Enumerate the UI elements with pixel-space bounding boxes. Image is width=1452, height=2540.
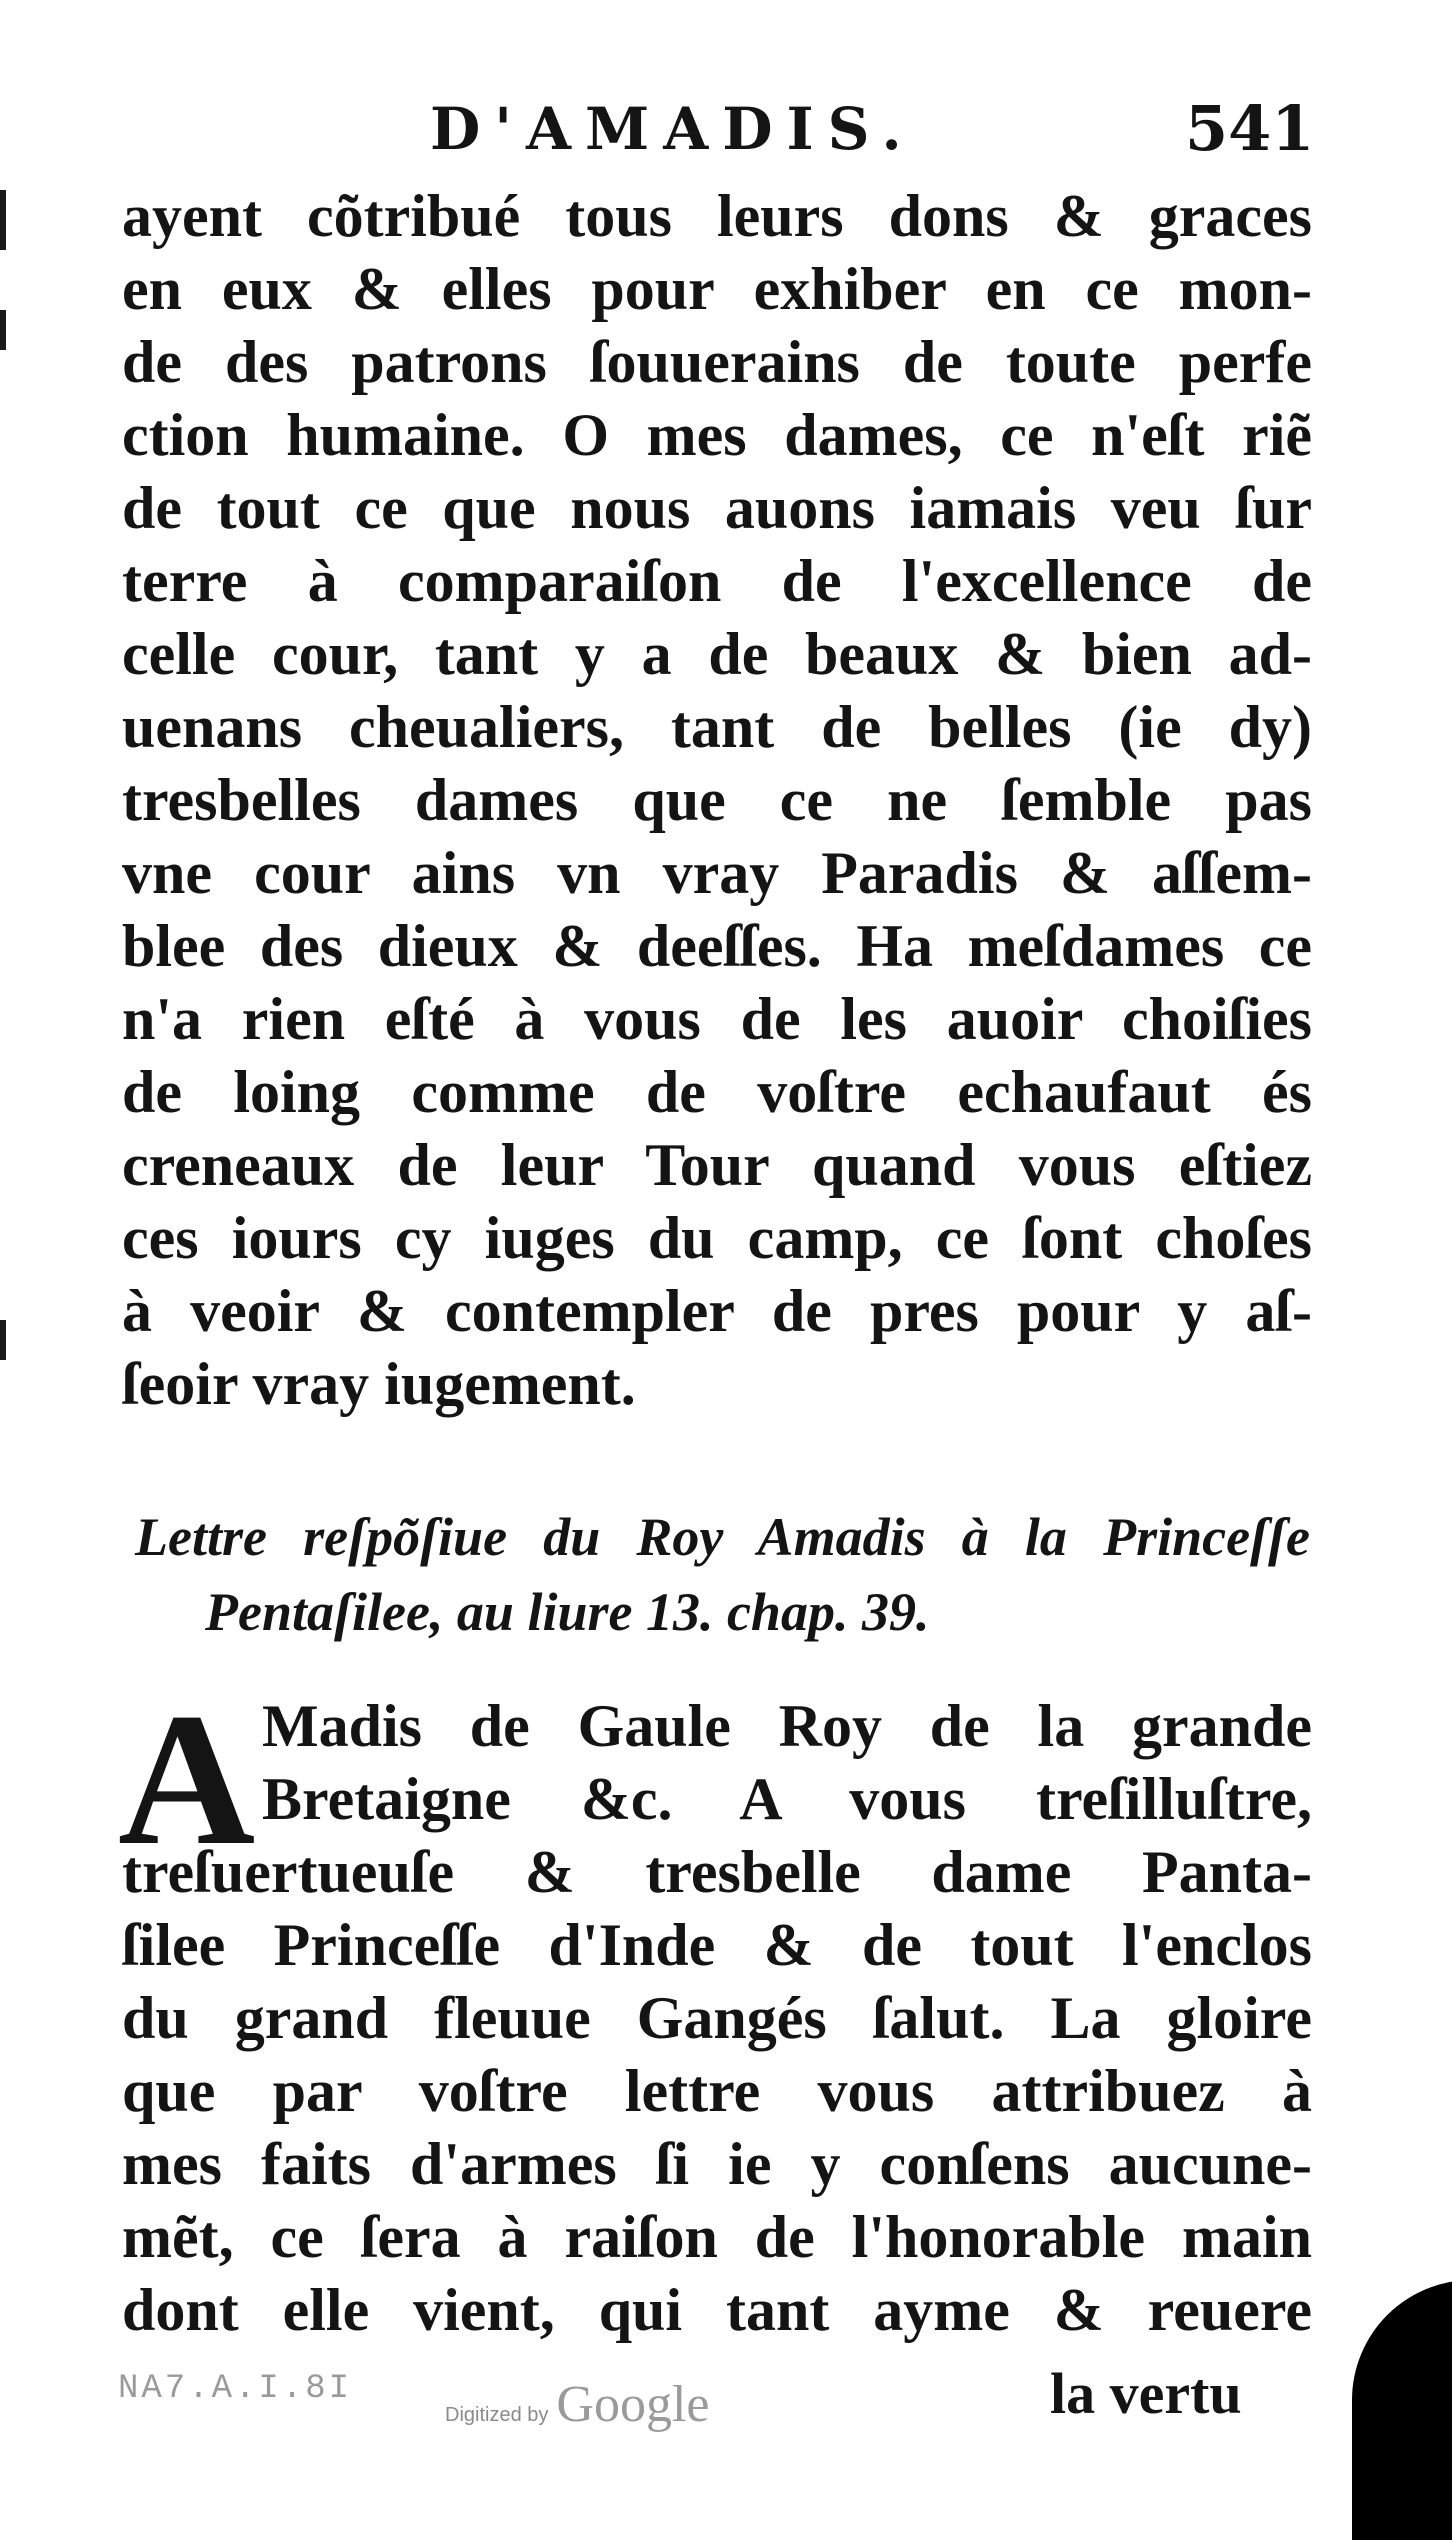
letter-line: treſuertueuſe & tresbelle dame Panta- [122, 1839, 1312, 1905]
body-line: celle cour, tant y a de beaux & bien ad- [122, 621, 1312, 687]
body-line: tresbelles dames que ce ne ſemble pas [122, 767, 1312, 833]
body-line: uenans cheualiers, tant de belles (ie dy) [122, 694, 1312, 760]
letter-line: mẽt, ce ſera à raiſon de l'honorable main [122, 2204, 1312, 2270]
letter-line: Bretaigne &c. A vous treſilluſtre, [262, 1766, 1312, 1832]
letter-heading-line-1: Lettre reſpõſiue du Roy Amadis à la Princeſſe [135, 1507, 1310, 1567]
running-title: D'AMADIS. [430, 95, 916, 163]
body-line: de des patrons ſouuerains de toute perfe [122, 329, 1312, 395]
digitized-by-watermark [445, 2375, 709, 2434]
google-logo: Google [556, 2376, 710, 2433]
body-line: ces iours cy iuges du camp, ce ſont choſes [122, 1205, 1312, 1271]
scan-artifact [0, 190, 6, 250]
body-line: n'a rien eſté à vous de les auoir choiſies [122, 986, 1312, 1052]
library-stamp: NA7.A.I.8I [118, 2370, 353, 2408]
letter-line: ſilee Princeſſe d'Inde & de tout l'enclos [122, 1912, 1312, 1978]
body-line: ayent cõtribué tous leurs dons & graces [122, 183, 1312, 249]
body-line: ſeoir vray iugement. [122, 1351, 636, 1417]
letter-line: Madis de Gaule Roy de la grande [262, 1693, 1312, 1759]
body-line: terre à comparaiſon de l'excellence de [122, 548, 1312, 614]
catchword: la vertu [1050, 2361, 1242, 2426]
body-line: ction humaine. O mes dames, ce n'eſt riẽ [122, 402, 1312, 468]
scan-edge-shadow [1352, 2280, 1452, 2540]
letter-line: dont elle vient, qui tant ayme & reuere [122, 2277, 1312, 2343]
letter-heading-line-2: Pentaſilee, au liure 13. chap. 39. [205, 1582, 930, 1642]
letter-line: du grand fleuue Gangés ſalut. La gloire [122, 1985, 1312, 2051]
letter-line: mes faits d'armes ſi ie y conſens aucune- [122, 2131, 1312, 2197]
scan-artifact [0, 1320, 6, 1360]
body-line: en eux & elles pour exhiber en ce mon- [122, 256, 1312, 322]
body-line: de loing comme de voſtre echaufaut és [122, 1059, 1312, 1125]
body-line: de tout ce que nous auons iamais veu ſur [122, 475, 1312, 541]
body-line: à veoir & contempler de pres pour y aſ- [122, 1278, 1312, 1344]
scan-artifact [0, 310, 6, 350]
letter-line: que par voſtre lettre vous attribuez à [122, 2058, 1312, 2124]
digitized-by-text: Digitized by [445, 2404, 549, 2426]
body-line: creneaux de leur Tour quand vous eſtiez [122, 1132, 1312, 1198]
body-line: vne cour ains vn vray Paradis & aſſem- [122, 840, 1312, 906]
page-number: 541 [1185, 92, 1315, 165]
drop-cap: A [118, 1675, 256, 1885]
body-line: blee des dieux & deeſſes. Ha meſdames ce [122, 913, 1312, 979]
